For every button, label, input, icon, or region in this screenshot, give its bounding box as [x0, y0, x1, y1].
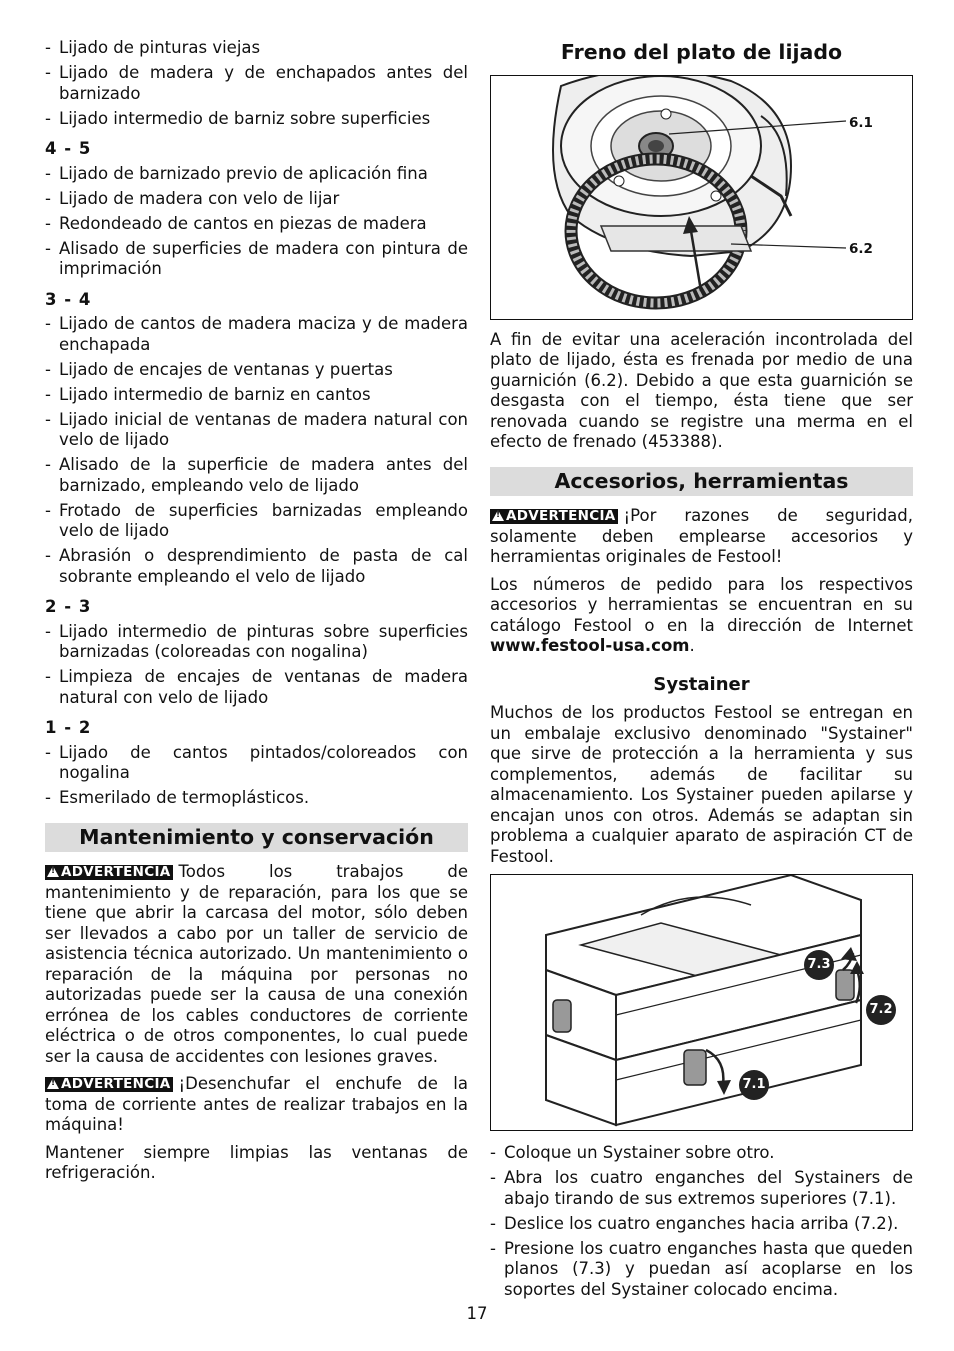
brake-figure: [490, 75, 913, 320]
list-item: - Lijado de barnizado previo de aplicación fina: [45, 164, 468, 185]
list-item: - Lijado de cantos de madera maciza y de madera enchapada: [45, 314, 468, 355]
left-column: [45, 38, 468, 1191]
list-item: - Lijado de cantos pintados/coloreados con nogalina: [45, 743, 468, 784]
right-column: [490, 38, 913, 1310]
list-item: - Alisado de superficies de madera con pintura de imprimación: [45, 239, 468, 280]
list-item: - Deslice los cuatro enganches hacia arriba (7.2).: [490, 1214, 913, 1235]
label-7-1: 7.1: [739, 1070, 769, 1100]
grade-list: [45, 164, 468, 280]
label-6-2: 6.2: [849, 240, 873, 257]
grade-heading: 2 - 3: [45, 597, 92, 616]
list-item: - Presione los cuatro enganches hasta que queden planos (7.3) y puedan así acoplarse en los soportes del Systainer colocado encima.: [490, 1239, 913, 1301]
list-item: - Lijado intermedio de pinturas sobre superficies barnizadas (coloreadas con nogalina): [45, 622, 468, 663]
grade-heading: 3 - 4: [45, 289, 92, 309]
list-item: - Lijado de madera y de enchapados antes del barnizado: [45, 63, 468, 104]
grade-list: [45, 622, 468, 709]
warning-label: ADVERTENCIA: [506, 508, 616, 524]
warning-badge: [45, 1077, 173, 1092]
list-item: - Esmerilado de termoplásticos.: [45, 788, 468, 809]
warning-badge: [490, 509, 618, 524]
warning-text: Todos los trabajos de mantenimiento y de reparación, para los que se tiene que abrir la carcasa del motor, sólo deben ser llevados a cabo por un taller de servicio de asistencia técnica autorizado. Un mantenimiento o reparación de la máquina por personas no autorizadas puede ser la causa de una conexión errónea de los cables conductores de corriente eléctrica o de otros componentes, lo cual puede ser la causa de accidentes con lesiones graves.: [45, 862, 468, 1066]
warning-label: ADVERTENCIA: [61, 1076, 171, 1092]
warning-paragraph: [45, 862, 468, 1067]
grade-heading: 1 - 2: [45, 718, 92, 737]
brake-paragraph: A fin de evitar una aceleración incontrolada del plato de lijado, ésta es frenada por medio de una guarnición (6.2). Debido a que esta guarnición se desgasta con el tiempo, ésta tiene que ser renovada cuando se registre una merma en el efecto de frenado (453388).: [490, 329, 913, 451]
list-item: - Lijado de encajes de ventanas y puertas: [45, 360, 468, 381]
systainer-illustration: [491, 875, 912, 1130]
list-item: - Lijado intermedio de barniz en cantos: [45, 385, 468, 406]
warning-badge: [45, 865, 173, 880]
list-item: - Coloque un Systainer sobre otro.: [490, 1143, 913, 1164]
list-item: - Lijado inicial de ventanas de madera natural con velo de lijado: [45, 410, 468, 451]
page-number: 17: [466, 1304, 488, 1323]
warning-paragraph: [490, 506, 913, 568]
list-item: - Redondeado de cantos en piezas de madera: [45, 214, 468, 235]
systainer-steps: [490, 1143, 913, 1300]
accessories-heading: Accesorios, herramientas: [490, 467, 913, 497]
systainer-figure: [490, 874, 913, 1131]
warning-text: ¡Por razones de seguridad, solamente deben emplearse accesorios y herramientas originales de Festool!: [490, 506, 913, 566]
list-item: - Lijado de madera con velo de lijar: [45, 189, 468, 210]
paragraph-text: Los números de pedido para los respectivos accesorios y herramientas se encuentran en su catálogo Festool o en la dirección de Internet: [490, 574, 913, 635]
website-link[interactable]: www.festool-usa.com: [490, 636, 690, 655]
list-item: - Limpieza de encajes de ventanas de madera natural con velo de lijado: [45, 667, 468, 708]
maintenance-heading: Mantenimiento y conservación: [45, 823, 468, 853]
label-6-1: 6.1: [849, 114, 873, 131]
warning-paragraph: [45, 1074, 468, 1136]
label-7-2: 7.2: [866, 995, 896, 1025]
paragraph-text: .: [689, 636, 695, 655]
list-item: - Alisado de la superficie de madera antes del barnizado, empleando velo de lijado: [45, 455, 468, 496]
warning-triangle-icon: [47, 1078, 59, 1089]
list-item: - Abra los cuatro enganches del Systainers de abajo tirando de sus extremos superiores (7.1).: [490, 1168, 913, 1209]
intro-list: [45, 38, 468, 129]
list-item: - Frotado de superficies barnizadas empleando velo de lijado: [45, 501, 468, 542]
list-item: - Lijado intermedio de barniz sobre superficies: [45, 109, 468, 130]
grade-heading: 4 - 5: [45, 139, 92, 158]
body-paragraph: Mantener siempre limpias las ventanas de refrigeración.: [45, 1142, 468, 1182]
warning-text: ¡Desenchufar el enchufe de la toma de corriente antes de realizar trabajos en la máquina!: [45, 1074, 468, 1134]
body-paragraph: [490, 575, 913, 657]
label-7-3: 7.3: [804, 950, 834, 980]
systainer-heading: Systainer: [653, 673, 750, 695]
warning-triangle-icon: [47, 866, 59, 877]
grade-list: [45, 314, 468, 587]
brake-heading: Freno del plato de lijado: [560, 40, 843, 64]
warning-triangle-icon: [492, 510, 504, 521]
warning-label: ADVERTENCIA: [61, 864, 171, 880]
grade-list: [45, 743, 468, 809]
list-item: - Abrasión o desprendimiento de pasta de cal sobrante empleando el velo de lijado: [45, 546, 468, 587]
systainer-paragraph: Muchos de los productos Festool se entregan en un embalaje exclusivo denominado "Systainer" que sirve de protección a la herramienta y sus complementos, además de facilitar su almacenamiento. Los Systainer pueden apilarse y encajan unos con otros. Además se adaptan sin problema a cualquier aparato de aspiración CT de Festool.: [490, 703, 913, 866]
list-item: - Lijado de pinturas viejas: [45, 38, 468, 59]
